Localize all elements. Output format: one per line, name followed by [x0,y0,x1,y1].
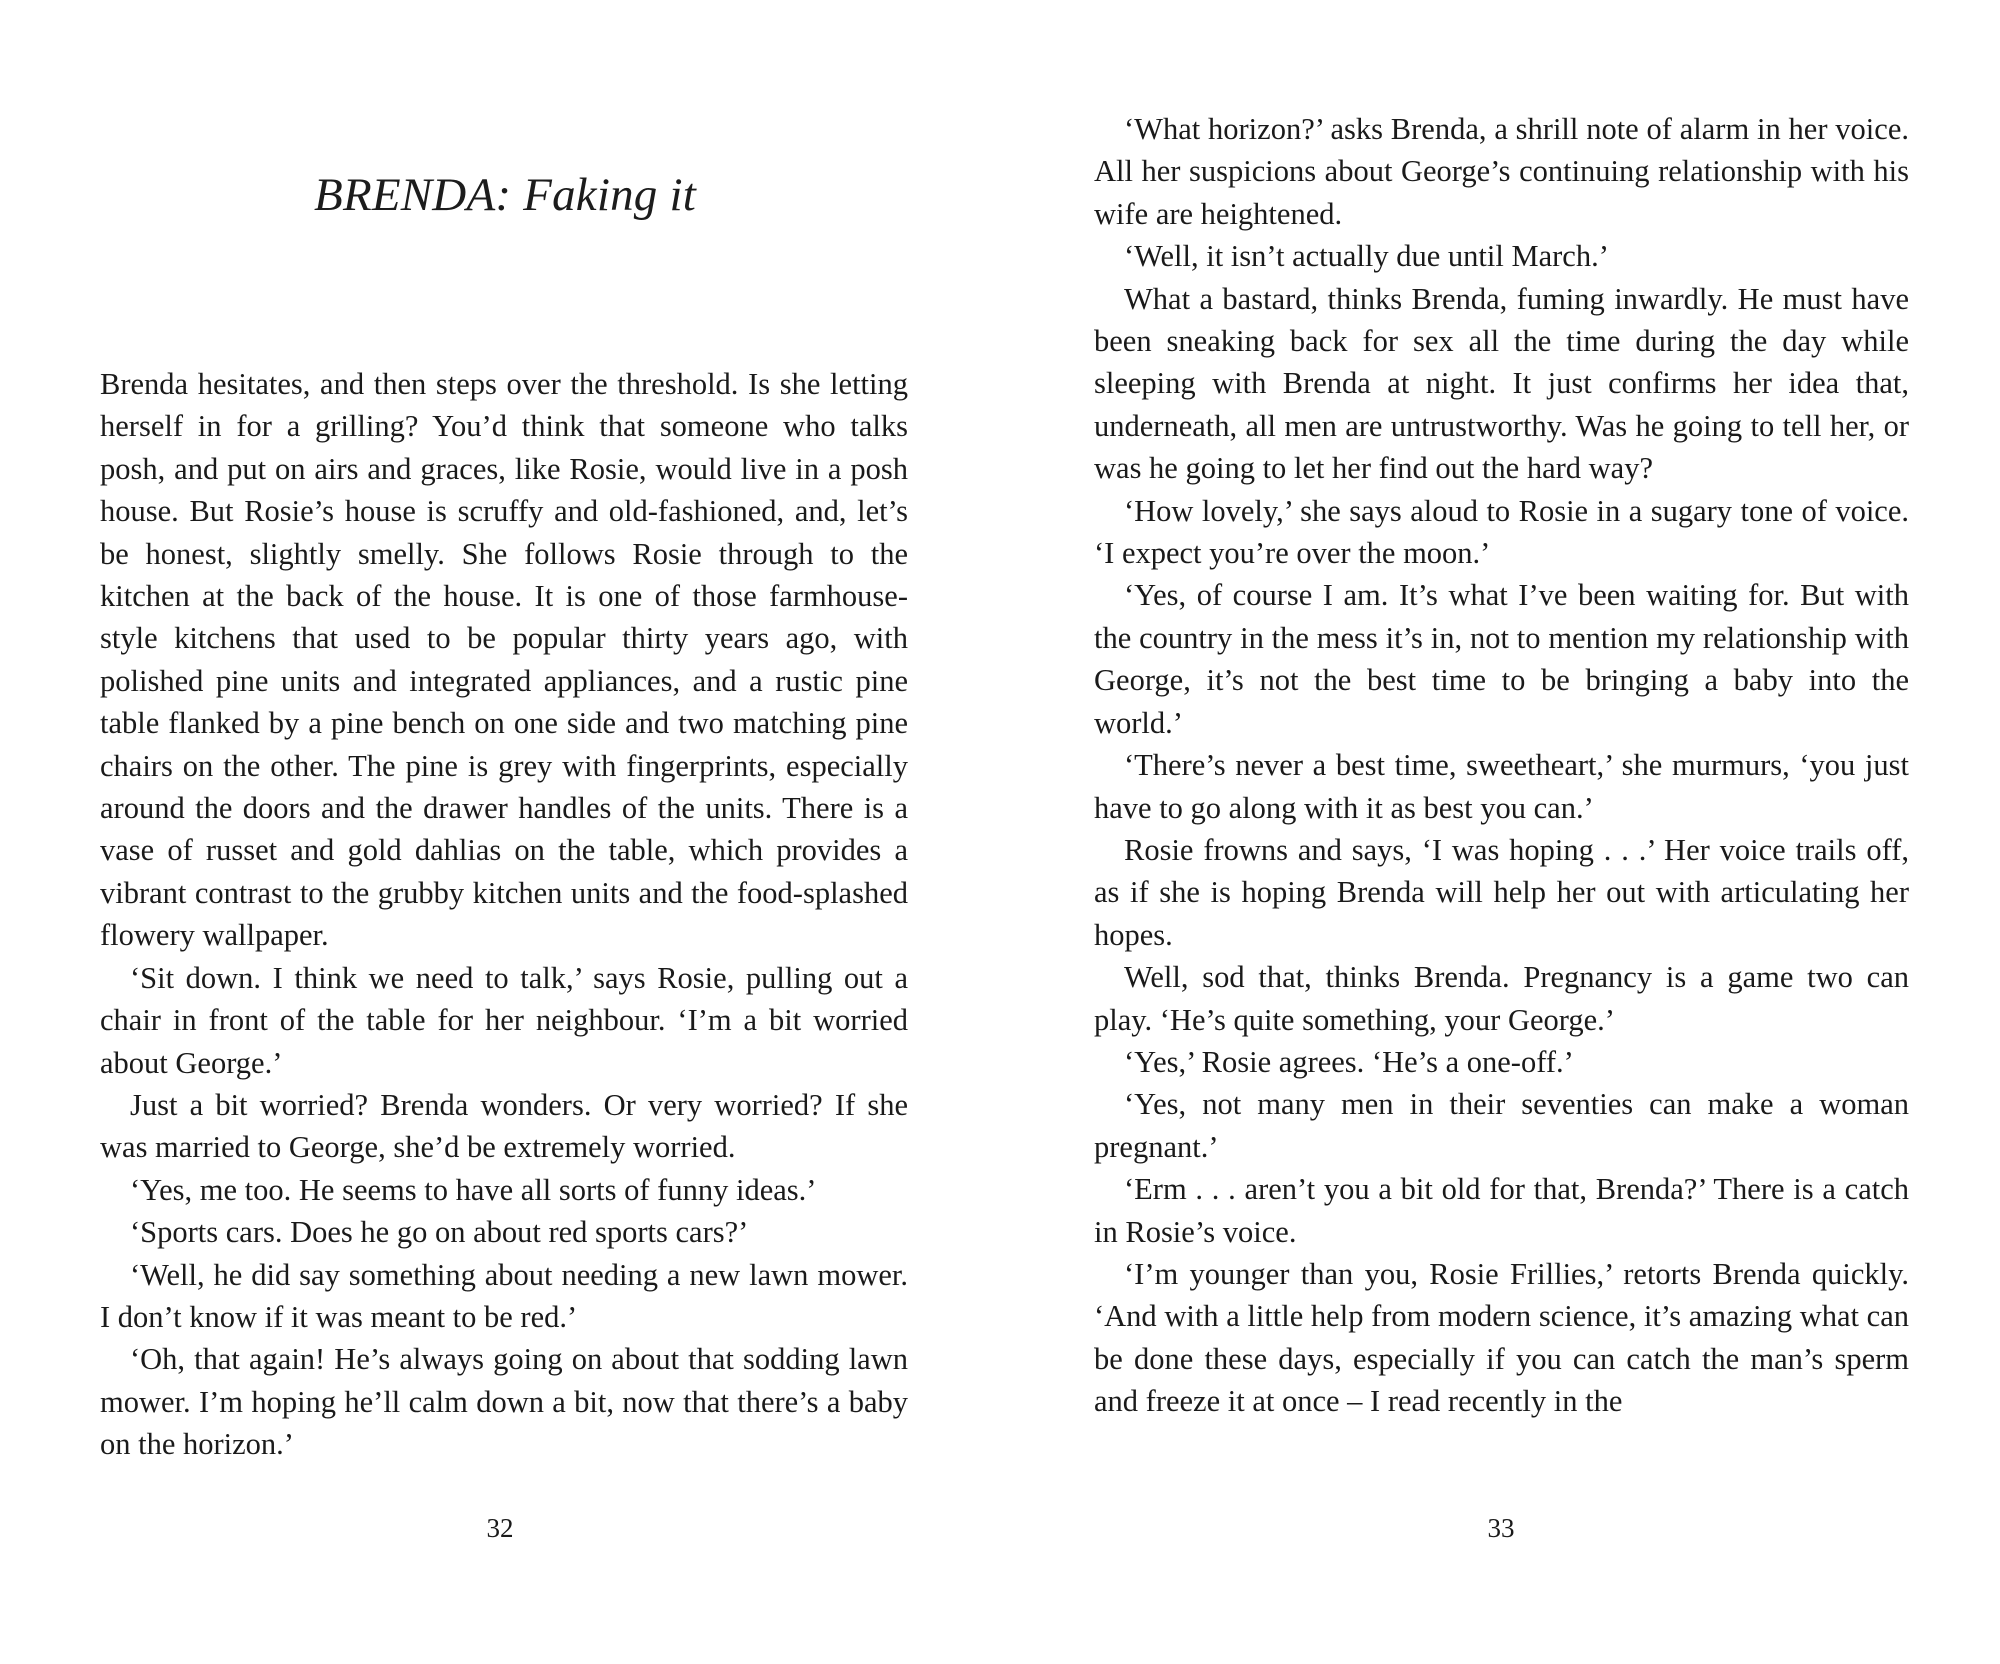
paragraph: ‘Sports cars. Does he go on about red sports cars?’ [130,1215,749,1250]
paragraph: Rosie frowns and says, ‘I was hoping . . .’ Her voice trails off, as if she is hoping Brenda will help her out with articulating her hopes. [1094,832,1909,952]
chapter-title: BRENDA: Faking it [314,169,696,221]
right-page [1000,0,2000,1664]
paragraph: ‘Well, it isn’t actually due until March.’ [1124,239,1609,274]
paragraph: ‘What horizon?’ asks Brenda, a shrill note of alarm in her voice. All her suspicions about George’s continuing relationship with his wife are heightened. [1094,112,1909,231]
page-number: 33 [1487,1513,1515,1543]
paragraph: ‘Erm . . . aren’t you a bit old for that, Brenda?’ There is a catch in Rosie’s voice. [1094,1172,1909,1249]
paragraph: ‘Sit down. I think we need to talk,’ says Rosie, pulling out a chair in front of the table for her neighbour. ‘I’m a bit worried about George.’ [100,960,908,1080]
paragraph: ‘Yes, not many men in their seventies can make a woman pregnant.’ [1094,1087,1909,1164]
right-page-body [1094,108,1909,1423]
paragraph: ‘There’s never a best time, sweetheart,’ she murmurs, ‘you just have to go along with it as best you can.’ [1094,748,1909,825]
paragraph: Just a bit worried? Brenda wonders. Or very worried? If she was married to George, she’d be extremely worried. [100,1087,908,1165]
paragraph: ‘Oh, that again! He’s always going on about that sodding lawn mower. I’m hoping he’ll calm down a bit, now that there’s a baby on the horizon.’ [100,1342,908,1462]
paragraph: ‘Yes, of course I am. It’s what I’ve been waiting for. But with the country in the mess it’s in, not to mention my relationship with George, it’s not the best time to be bringing a baby into the world.’ [1094,578,1909,740]
page-number: 32 [486,1513,514,1543]
paragraph: ‘Yes,’ Rosie agrees. ‘He’s a one-off.’ [1124,1044,1574,1079]
left-page-body [100,363,908,1466]
paragraph: Well, sod that, thinks Brenda. Pregnancy is a game two can play. ‘He’s quite something, your George.’ [1094,960,1909,1037]
paragraph: What a bastard, thinks Brenda, fuming inwardly. He must have been sneaking back for sex all the time during the day while sleeping with Brenda at night. It just confirms her idea that, underneath, all men are untrustworthy. Was he going to tell her, or was he going to let her find out the hard way? [1094,281,1909,486]
paragraph: ‘Well, he did say something about needing a new lawn mower. I don’t know if it was meant to be red.’ [100,1257,908,1334]
paragraph: Brenda hesitates, and then steps over the threshold. Is she letting herself in for a grilling? You’d think that someone who talks posh, and put on airs and graces, like Rosie, would live in a posh house. But Rosie’s house is scruffy and old-fashioned, and, let’s be honest, slightly smelly. She follows Rosie through to the kitchen at the back of the house. It is one of those farmhouse-style kitchens that used to be popular thirty years ago, with polished pine units and integrated appliances, and a rustic pine table flanked by a pine bench on one side and two matching pine chairs on the other. The pine is grey with fingerprints, especially around the doors and the drawer handles of the units. There is a vase of russet and gold dahlias on the table, which provides a vibrant contrast to the grubby kitchen units and the food-splashed flowery wallpaper. [100,367,908,953]
paragraph: ‘How lovely,’ she says aloud to Rosie in a sugary tone of voice. ‘I expect you’re over the moon.’ [1094,493,1909,571]
paragraph: ‘Yes, me too. He seems to have all sorts of funny ideas.’ [130,1172,817,1207]
paragraph: ‘I’m younger than you, Rosie Frillies,’ retorts Brenda quickly. ‘And with a little help from modern science, it’s amazing what can be done these days, especially if you can catch the man’s sperm and freeze it at once – I read recently in the [1094,1256,1909,1419]
